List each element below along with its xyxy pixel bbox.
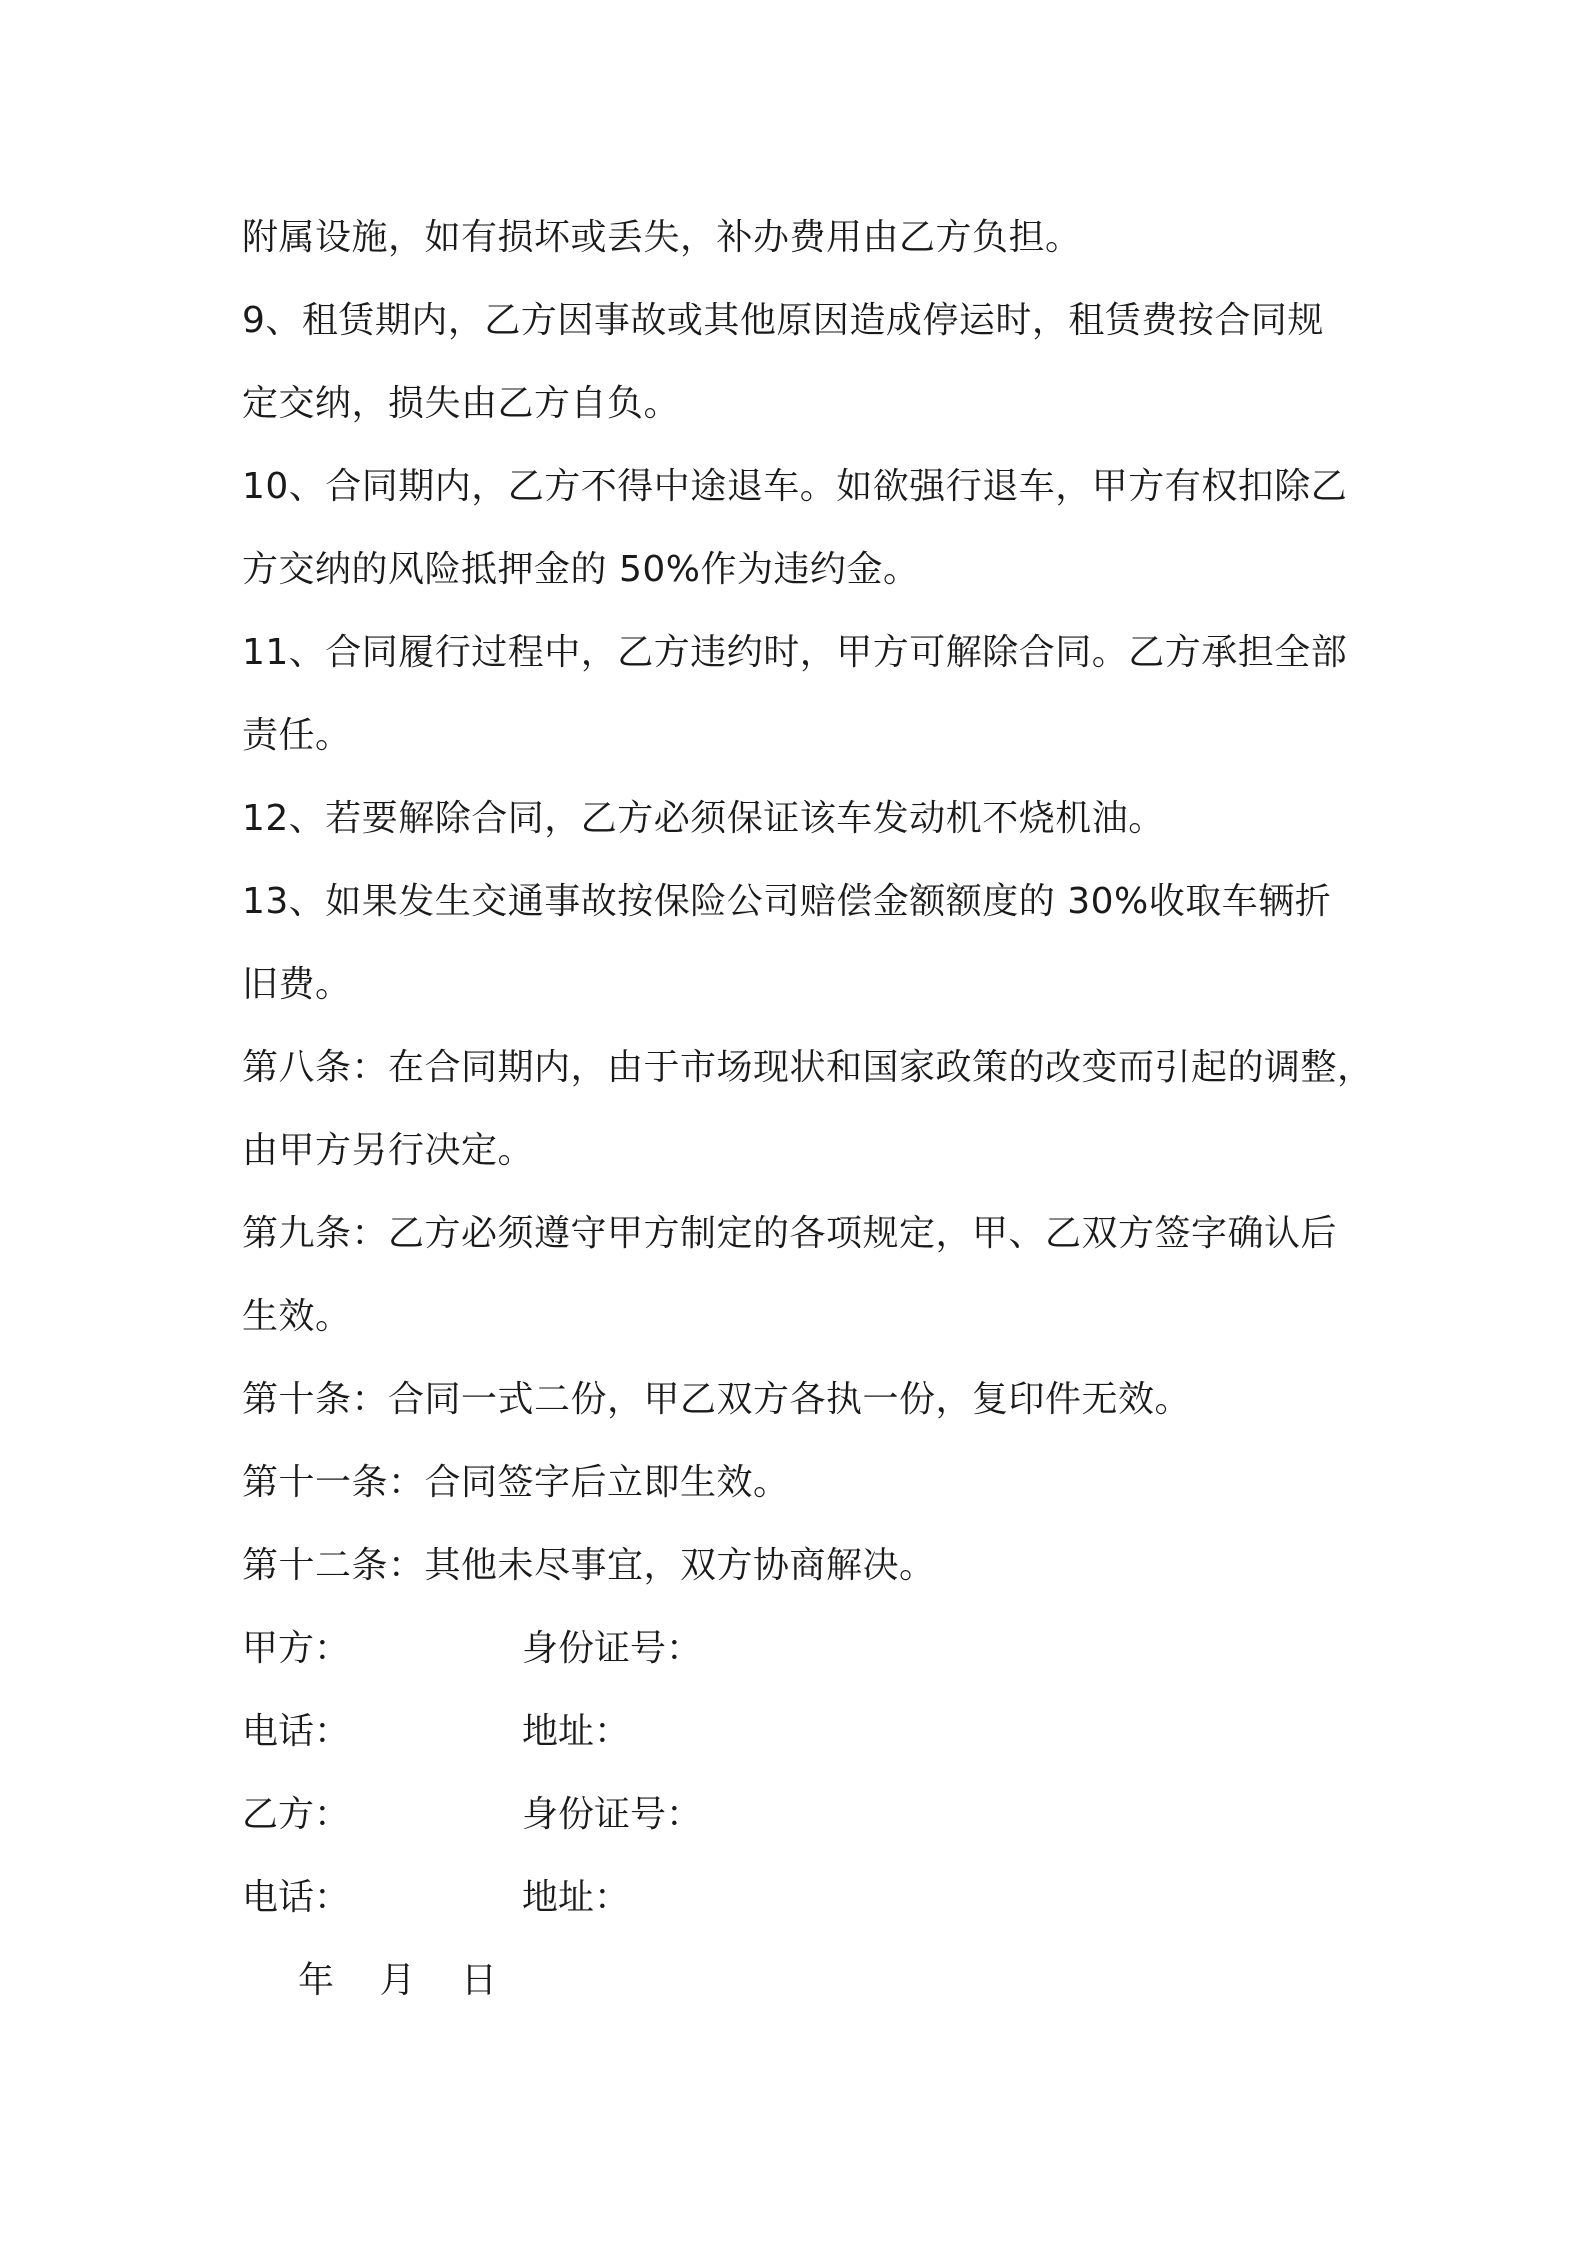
date-month-label: 月 — [379, 1960, 416, 2001]
party-b-phone-label: 电话： — [242, 1877, 351, 1918]
paragraph-line: 附属设施，如有损坏或丢失，补办费用由乙方负担。 — [242, 217, 1082, 258]
party-a-id-label: 身份证号： — [522, 1628, 703, 1669]
party-a-phone-label: 电话： — [242, 1711, 351, 1752]
paragraph-line: 第九条：乙方必须遵守甲方制定的各项规定，甲、乙双方签字确认后 — [242, 1213, 1338, 1254]
paragraph-line: 由甲方另行决定。 — [242, 1130, 535, 1171]
signature-row-party-b-contact — [242, 1856, 1362, 1939]
signature-row-party-a — [242, 1607, 1362, 1690]
paragraph-line: 10、合同期内，乙方不得中途退车。如欲强行退车，甲方有权扣除乙 — [242, 466, 1348, 507]
paragraph-line: 13、如果发生交通事故按保险公司赔偿金额额度的 30%收取车辆折 — [242, 881, 1332, 922]
paragraph-line: 第十条：合同一式二份，甲乙双方各执一份，复印件无效。 — [242, 1379, 1192, 1420]
party-b-label: 乙方： — [242, 1794, 351, 1835]
party-a-address-label: 地址： — [522, 1711, 631, 1752]
party-a-label: 甲方： — [242, 1628, 351, 1669]
paragraph-line: 9、租赁期内，乙方因事故或其他原因造成停运时，租赁费按合同规 — [242, 300, 1324, 341]
paragraph-line: 12、若要解除合同，乙方必须保证该车发动机不烧机油。 — [242, 798, 1165, 839]
party-b-id-label: 身份证号： — [522, 1794, 703, 1835]
paragraph-line: 11、合同履行过程中，乙方违约时，甲方可解除合同。乙方承担全部 — [242, 632, 1348, 673]
signature-row-party-b — [242, 1773, 1362, 1856]
paragraph-line: 旧费。 — [242, 964, 352, 1005]
paragraph-line: 第十一条：合同签字后立即生效。 — [242, 1462, 790, 1503]
contract-body — [242, 196, 1374, 2022]
date-day-label: 日 — [460, 1960, 497, 2001]
signature-row-party-a-contact — [242, 1690, 1362, 1773]
paragraph-line: 方交纳的风险抵押金的 50%作为违约金。 — [242, 549, 920, 590]
party-b-address-label: 地址： — [522, 1877, 631, 1918]
date-year-label: 年 — [298, 1960, 335, 2001]
paragraph-line: 生效。 — [242, 1296, 352, 1337]
paragraph-line: 第十二条：其他未尽事宜，双方协商解决。 — [242, 1545, 936, 1586]
signing-date — [242, 1939, 1362, 2022]
paragraph-line: 定交纳，损失由乙方自负。 — [242, 383, 681, 424]
paragraph-line: 第八条：在合同期内，由于市场现状和国家政策的改变而引起的调整， — [242, 1047, 1374, 1088]
paragraph-line: 责任。 — [242, 715, 352, 756]
